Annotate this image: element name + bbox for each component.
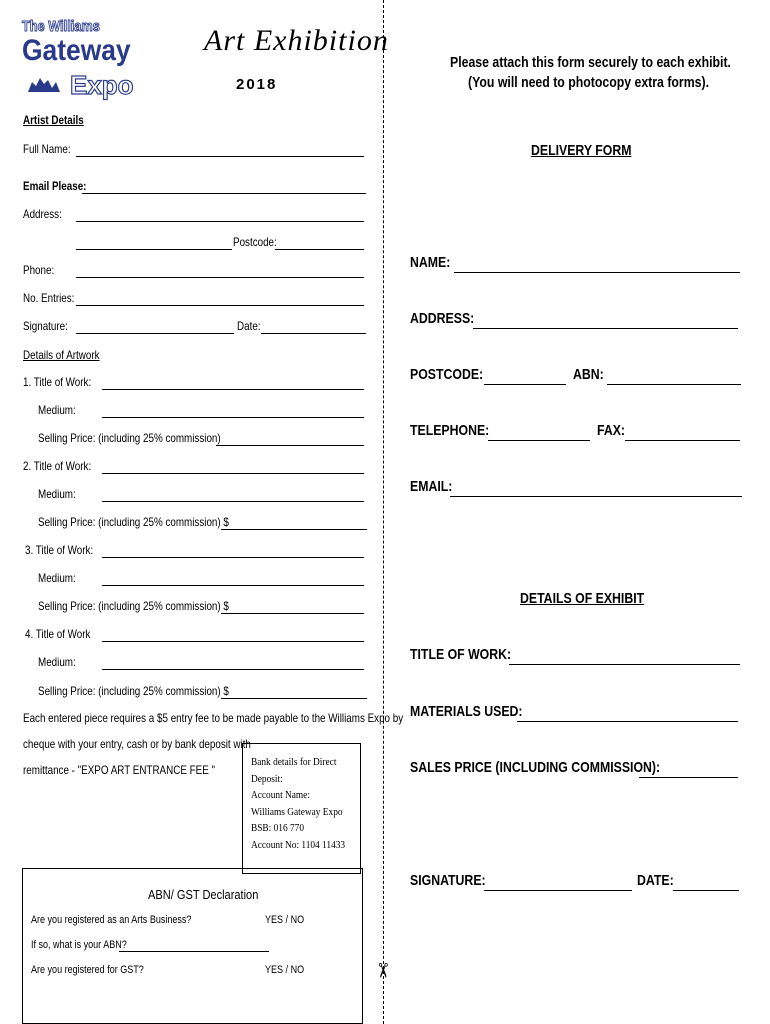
abn-a3[interactable]: YES / NO (265, 964, 305, 976)
email-label: Email Please: (23, 179, 87, 193)
signature-field[interactable] (76, 333, 234, 334)
fee-line1: Each entered piece requires a $5 entry fee to be made payable to the Williams Expo by (23, 711, 404, 725)
artwork-heading: Details of Artwork (23, 348, 100, 362)
exhibit-signature-label: SIGNATURE: (410, 872, 486, 889)
delivery-postcode-field[interactable] (484, 384, 566, 385)
artwork-2-title-label: 2. Title of Work: (23, 459, 92, 473)
abn-a1[interactable]: YES / NO (265, 914, 305, 926)
delivery-fax-label: FAX: (597, 422, 626, 439)
address-field-2[interactable] (76, 249, 232, 250)
abn-number-field[interactable] (119, 951, 269, 952)
artwork-4-title-label: 4. Title of Work (25, 627, 91, 641)
scissors-icon: ✂ (370, 962, 393, 979)
delivery-postcode-label: POSTCODE: (410, 366, 484, 383)
artwork-4-price-field[interactable] (221, 698, 367, 699)
artwork-2-medium-field[interactable] (102, 501, 364, 502)
logo-line2: Gateway (22, 34, 131, 67)
delivery-telephone-field[interactable] (488, 440, 590, 441)
exhibit-title-label: TITLE OF WORK: (410, 646, 512, 663)
signature-label: Signature: (23, 319, 68, 333)
notice-line2: (You will need to photocopy extra forms). (468, 74, 710, 91)
delivery-address-label: ADDRESS: (410, 310, 475, 327)
exhibit-signature-field[interactable] (484, 890, 632, 891)
bank-line6: Account No: 1104 11433 (251, 838, 346, 851)
postcode-label: Postcode: (233, 235, 277, 249)
artwork-4-title-field[interactable] (102, 641, 364, 642)
email-field[interactable] (82, 193, 366, 194)
logo-line1: The Williams (22, 18, 100, 35)
delivery-abn-field[interactable] (607, 384, 741, 385)
cut-divider (383, 0, 384, 1024)
exhibition-year: 2018 (236, 76, 278, 93)
delivery-email-field[interactable] (450, 496, 742, 497)
abn-q2: If so, what is your ABN? (31, 939, 127, 951)
phone-field[interactable] (76, 277, 364, 278)
artwork-3-title-label: 3. Title of Work: (25, 543, 94, 557)
fee-line2: cheque with your entry, cash or by bank deposit with (23, 737, 251, 751)
artwork-2-title-field[interactable] (102, 473, 364, 474)
artwork-1-title-field[interactable] (102, 389, 364, 390)
artwork-4-medium-label: Medium: (38, 655, 76, 669)
address-field-1[interactable] (76, 221, 364, 222)
phone-label: Phone: (23, 263, 55, 277)
artwork-2-price-field[interactable] (221, 529, 367, 530)
delivery-telephone-label: TELEPHONE: (410, 422, 490, 439)
delivery-abn-label: ABN: (573, 366, 604, 383)
postcode-field[interactable] (275, 249, 364, 250)
delivery-heading: DELIVERY FORM (531, 142, 632, 159)
entries-field[interactable] (76, 305, 364, 306)
artwork-4-price-label: Selling Price: (including 25% commission) $ (38, 684, 229, 698)
abn-declaration-box (22, 868, 363, 1024)
abn-q3: Are you registered for GST? (31, 964, 144, 976)
exhibit-date-field[interactable] (673, 890, 739, 891)
artwork-1-medium-label: Medium: (38, 403, 76, 417)
address-label: Address: (23, 207, 62, 221)
logo (22, 18, 134, 100)
delivery-address-field[interactable] (473, 328, 738, 329)
exhibit-materials-field[interactable] (517, 721, 738, 722)
artwork-3-price-label: Selling Price: (including 25% commission) $ (38, 599, 229, 613)
delivery-name-label: NAME: (410, 254, 451, 271)
logo-line3: Expo (70, 70, 134, 100)
artwork-3-price-field[interactable] (221, 613, 364, 614)
artwork-1-price-field[interactable] (216, 445, 364, 446)
exhibition-title: Art Exhibition (204, 24, 389, 57)
full-name-label: Full Name: (23, 142, 71, 156)
bank-line2: Deposit: (251, 772, 283, 785)
bank-line1: Bank details for Direct (251, 756, 337, 768)
exhibit-heading: DETAILS OF EXHIBIT (520, 590, 645, 607)
fee-line3: remittance - "EXPO ART ENTRANCE FEE " (23, 763, 215, 777)
exhibit-sales-label: SALES PRICE (INCLUDING COMMISSION): (410, 759, 661, 776)
delivery-email-label: EMAIL: (410, 478, 453, 495)
full-name-field[interactable] (76, 156, 364, 157)
artwork-3-medium-label: Medium: (38, 571, 76, 585)
date-field[interactable] (261, 333, 366, 334)
artwork-2-price-label: Selling Price: (including 25% commission) $ (38, 515, 229, 529)
date-label: Date: (237, 319, 261, 333)
notice-line1: Please attach this form securely to each exhibit. (450, 54, 731, 71)
delivery-fax-field[interactable] (625, 440, 740, 441)
bank-details-box (242, 743, 361, 874)
bank-line5: BSB: 016 770 (251, 822, 305, 834)
exhibit-title-field[interactable] (509, 664, 740, 665)
artwork-4-medium-field[interactable] (102, 669, 364, 670)
exhibit-date-label: DATE: (637, 872, 674, 889)
artwork-1-title-label: 1. Title of Work: (23, 375, 92, 389)
bank-line4: Williams Gateway Expo (251, 805, 343, 818)
exhibit-materials-label: MATERIALS USED: (410, 703, 523, 720)
artwork-3-medium-field[interactable] (102, 585, 364, 586)
artwork-3-title-field[interactable] (102, 557, 364, 558)
logo-silhouette-icon (26, 74, 66, 94)
artwork-1-price-label: Selling Price: (including 25% commission) (38, 431, 221, 445)
artwork-1-medium-field[interactable] (102, 417, 364, 418)
abn-q1: Are you registered as an Arts Business? (31, 914, 192, 926)
artist-details-heading: Artist Details (23, 113, 84, 127)
abn-heading: ABN/ GST Declaration (148, 887, 259, 902)
delivery-name-field[interactable] (454, 272, 740, 273)
bank-line3: Account Name: (251, 789, 310, 801)
exhibit-sales-field[interactable] (639, 777, 738, 778)
artwork-2-medium-label: Medium: (38, 487, 76, 501)
entries-label: No. Entries: (23, 291, 75, 305)
